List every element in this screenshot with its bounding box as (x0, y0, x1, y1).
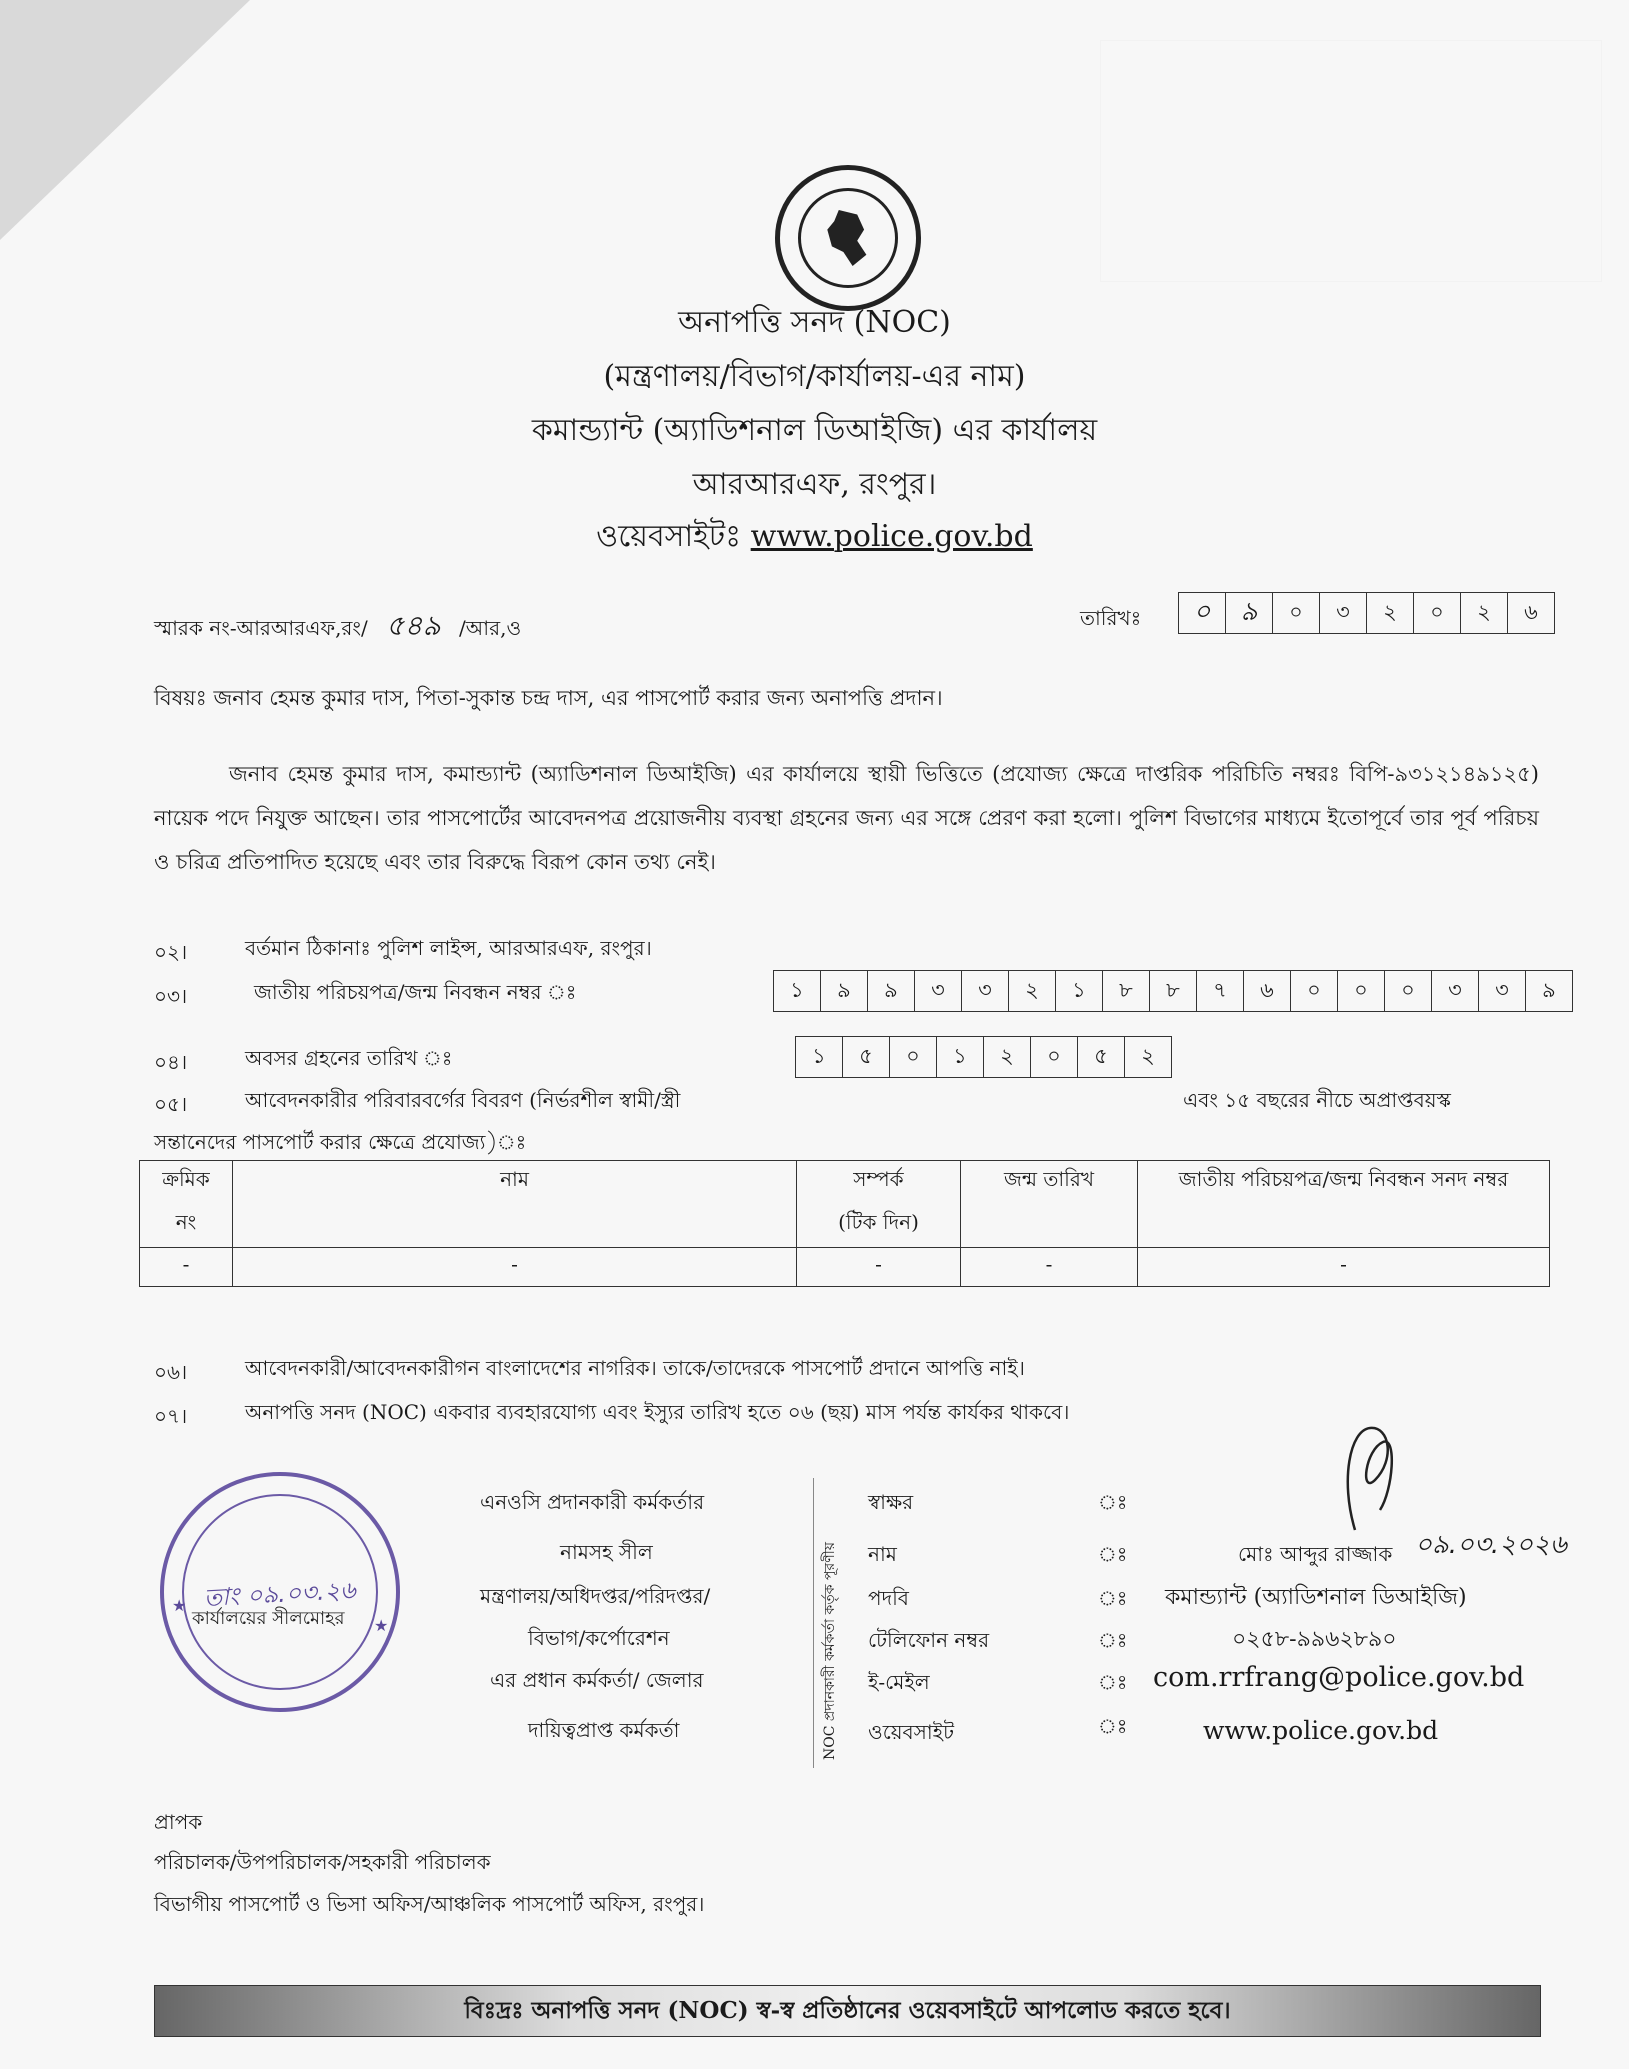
table-row (140, 1248, 1550, 1287)
phone-label: টেলিফোন নম্বর (868, 1628, 990, 1652)
nid-digit-box: ৬ (1244, 971, 1291, 1011)
bleed-through-area (1100, 40, 1602, 282)
nid-digit-box: ৮ (1150, 971, 1197, 1011)
sign-label: স্বাক্ষর (868, 1490, 914, 1514)
family-table (139, 1160, 1550, 1287)
date-digit-box: ২ (1461, 593, 1508, 633)
phone-value: ০২৫৮-৯৯৬২৮৯০ (1232, 1627, 1397, 1652)
item-04-number: ০৪। (154, 1050, 188, 1074)
name-label: নাম (868, 1542, 897, 1566)
recipient-line-1: পরিচালক/উপপরিচালক/সহকারী পরিচালক (154, 1850, 491, 1874)
header-relation: সম্পর্ক (টিক দিন) (797, 1161, 961, 1248)
signatory-left-5: এর প্রধান কর্মকর্তা/ জেলার (490, 1668, 704, 1692)
retire-digit-box: ০ (1031, 1037, 1078, 1077)
retire-digit-box: ২ (1141, 1043, 1155, 1068)
date-boxes (1178, 592, 1555, 634)
retire-digit-box: ০ (890, 1037, 937, 1077)
recipient-label: প্রাপক (154, 1810, 203, 1834)
nid-digit-box: ৭ (1197, 971, 1244, 1011)
item-05-text-a: আবেদনকারীর পরিবারবর্গের বিবরণ (নির্ভরশীল স্বামী/স্ত্রী (245, 1088, 681, 1112)
header-dob: জন্ম তারিখ (961, 1161, 1138, 1248)
nid-digit-box: ৯ (1542, 977, 1556, 1002)
nid-digit-box: ৮ (1103, 971, 1150, 1011)
website-link[interactable]: www.police.gov.bd (750, 519, 1033, 554)
header-serial: ক্রমিক নং (140, 1161, 233, 1248)
website-line (0, 512, 1629, 563)
nid-digit-box: ৯ (868, 971, 915, 1011)
cell-nid: - (1138, 1248, 1550, 1287)
date-digit-box: ০ (1414, 593, 1461, 633)
colon-5: ঃ (1098, 1670, 1128, 1694)
website-label: ওয়েবসাইটঃ (596, 519, 742, 554)
item-03-text: জাতীয় পরিচয়পত্র/জন্ম নিবন্ধন নম্বর ঃ (254, 980, 577, 1004)
doc-title: অনাপত্তি সনদ (NOC) (678, 305, 951, 340)
item-05-number: ০৫। (154, 1092, 188, 1116)
item-06-text: আবেদনকারী/আবেদনকারীগন বাংলাদেশের নাগরিক। তাকে/তাদেরকে পাসপোর্ট প্রদানে আপত্তি নাই। (245, 1356, 1025, 1380)
vertical-note: NOC প্রদানকারী কর্মকর্তা কর্তৃক পূরণীয় (822, 1542, 838, 1760)
body-paragraph: জনাব হেমন্ত কুমার দাস, কমান্ড্যান্ট (অ্যাডিশনাল ডিআইজি) এর কার্যালয়ে স্থায়ী ভিত্তিতে (প্রযোজ্য ক্ষেত্রে দাপ্তরিক পরিচিতি নম্বরঃ বিপি-৯৩১২১৪৯১২৫) নায়েক পদে নিযুক্ত আছেন। তার পাসপোর্টের আবেদনপত্র প্রয়োজনীয় ব্যবস্থা গ্রহনের জন্য এর সঙ্গে প্রেরণ করা হলো। পুলিশ বিভাগের মাধ্যমে ইতোপূর্বে তার পূর্ব পরিচয় ও চরিত্র প্রতিপাদিত হয়েছে এবং তার বিরুদ্ধে বিরূপ কোন তথ্য নেই। (154, 762, 1539, 874)
signatory-left-6: দায়িত্বপ্রাপ্ত কর্মকর্তা (528, 1718, 680, 1742)
nid-digit-box: ২ (1009, 971, 1056, 1011)
recipient-line-2: বিভাগীয় পাসপোর্ট ও ভিসা অফিস/আঞ্চলিক পাসপোর্ট অফিস, রংপুর। (154, 1892, 705, 1916)
retire-digit-box: ১ (796, 1037, 843, 1077)
nid-digit-box: ১ (1056, 971, 1103, 1011)
nid-digit-box: ৩ (1432, 971, 1479, 1011)
email-value: com.rrfrang@police.gov.bd (1153, 1662, 1525, 1693)
date-digit-box: ৯ (1226, 593, 1273, 633)
colon-6: ঃ (1098, 1714, 1128, 1738)
item-06-number: ০৬। (154, 1360, 188, 1384)
footer-note-banner (154, 1985, 1541, 2037)
date-digit-box: ৬ (1524, 599, 1538, 624)
item-05-text-b: এবং ১৫ বছরের নীচে অপ্রাপ্তবয়স্ক (1183, 1088, 1451, 1112)
web-label: ওয়েবসাইট (868, 1720, 954, 1744)
nid-digit-box: ৩ (962, 971, 1009, 1011)
location-line: আরআরএফ, রংপুর। (692, 467, 937, 502)
cell-relation: - (797, 1248, 961, 1287)
nid-digit-box: ৩ (1479, 971, 1526, 1011)
item-03-number: ০৩। (154, 984, 188, 1008)
date-digit-box: ২ (1367, 593, 1414, 633)
email-label: ই-মেইল (868, 1670, 930, 1694)
nid-digit-box: ১ (774, 971, 821, 1011)
nid-digit-box: ৯ (821, 971, 868, 1011)
date-label: তারিখঃ (1080, 606, 1142, 630)
web-value: www.police.gov.bd (1203, 1716, 1439, 1745)
office-stamp: ★ ★ তাং ০৯.০৩.২৬ কার্যালয়ের সীলমোহর (160, 1472, 400, 1712)
signature-icon (1335, 1420, 1405, 1540)
retire-digit-box: ৫ (843, 1037, 890, 1077)
nid-digit-box: ৩ (915, 971, 962, 1011)
date-digit-box: ৩ (1320, 593, 1367, 633)
nid-digit-box: ০ (1291, 971, 1338, 1011)
item-02-number: ০২। (154, 940, 188, 964)
item-04-text: অবসর গ্রহনের তারিখ ঃ (245, 1046, 453, 1070)
signatory-left-4: বিভাগ/কর্পোরেশন (528, 1626, 670, 1650)
item-05-text-c: সন্তানেদের পাসপোর্ট করার ক্ষেত্রে প্রযোজ্য)ঃ (154, 1130, 527, 1154)
cell-serial: - (140, 1248, 233, 1287)
retire-digit-box: ২ (984, 1037, 1031, 1077)
signatory-left-3: মন্ত্রণালয়/অধিদপ্তর/পরিদপ্তর/ (480, 1584, 711, 1608)
family-table-header (140, 1161, 1550, 1248)
cell-name: - (233, 1248, 797, 1287)
ministry-line: (মন্ত্রণালয়/বিভাগ/কার্যালয়-এর নাম) (603, 359, 1026, 394)
memo-line (154, 604, 521, 651)
colon-2: ঃ (1098, 1542, 1128, 1566)
retire-digit-box: ১ (937, 1037, 984, 1077)
signatory-left-2: নামসহ সীল (560, 1540, 653, 1564)
colon-1: ঃ (1098, 1490, 1128, 1514)
stamp-date: তাং ০৯.০৩.২৬ (203, 1576, 357, 1612)
footer-note: বিঃদ্রঃ অনাপত্তি সনদ (NOC) স্ব-স্ব প্রতিষ্ঠানের ওয়েবসাইটে আপলোড করতে হবে। (464, 1996, 1231, 2024)
cell-dob: - (961, 1248, 1138, 1287)
stamp-caption: কার্যালয়ের সীলমোহর (192, 1608, 345, 1629)
folded-corner (0, 0, 250, 240)
item-07-number: ০৭। (154, 1404, 188, 1428)
item-02-text: বর্তমান ঠিকানাঃ পুলিশ লাইন্স, আরআরএফ, রংপুর। (245, 936, 652, 960)
item-07-text: অনাপত্তি সনদ (NOC) একবার ব্যবহারযোগ্য এবং ইস্যুর তারিখ হতে ০৬ (ছয়) মাস পর্যন্ত কার্যকর থাকবে। (245, 1400, 1070, 1424)
office-line: কমান্ড্যান্ট (অ্যাডিশনাল ডিআইজি) এর কার্যালয় (531, 413, 1098, 448)
header-name: নাম (233, 1161, 797, 1248)
header-nid: জাতীয় পরিচয়পত্র/জন্ম নিবন্ধন সনদ নম্বর (1138, 1161, 1550, 1248)
nid-digit-box: ০ (1338, 971, 1385, 1011)
retirement-date-boxes (795, 1036, 1172, 1078)
memo-prefix: স্মারক নং-আরআরএফ,রং/ (154, 616, 368, 640)
nid-digit-box: ০ (1385, 971, 1432, 1011)
signatory-left-1: এনওসি প্রদানকারী কর্মকর্তার (480, 1490, 705, 1514)
memo-number: ৫৪৯ (386, 609, 441, 642)
subject-line: বিষয়ঃ জনাব হেমন্ত কুমার দাস, পিতা-সুকান্ত চন্দ্র দাস, এর পাসপোর্ট করার জন্য অনাপত্তি প্রদান। (154, 686, 943, 710)
colon-4: ঃ (1098, 1628, 1128, 1652)
colon-3: ঃ (1098, 1586, 1128, 1610)
government-seal-icon (775, 165, 921, 311)
post-label: পদবি (868, 1586, 909, 1610)
date-digit-box: ০ (1179, 593, 1226, 633)
nid-boxes (773, 970, 1573, 1012)
memo-suffix: /আর,ও (459, 616, 522, 640)
divider (813, 1478, 814, 1768)
retire-digit-box: ৫ (1078, 1037, 1125, 1077)
date-digit-box: ০ (1273, 593, 1320, 633)
post-value: কমান্ড্যান্ট (অ্যাডিশনাল ডিআইজি) (1165, 1585, 1467, 1610)
signature-date: ০৯.০৩.২০২৬ (1415, 1530, 1567, 1560)
name-value: মোঃ আব্দুর রাজ্জাক (1238, 1542, 1393, 1566)
